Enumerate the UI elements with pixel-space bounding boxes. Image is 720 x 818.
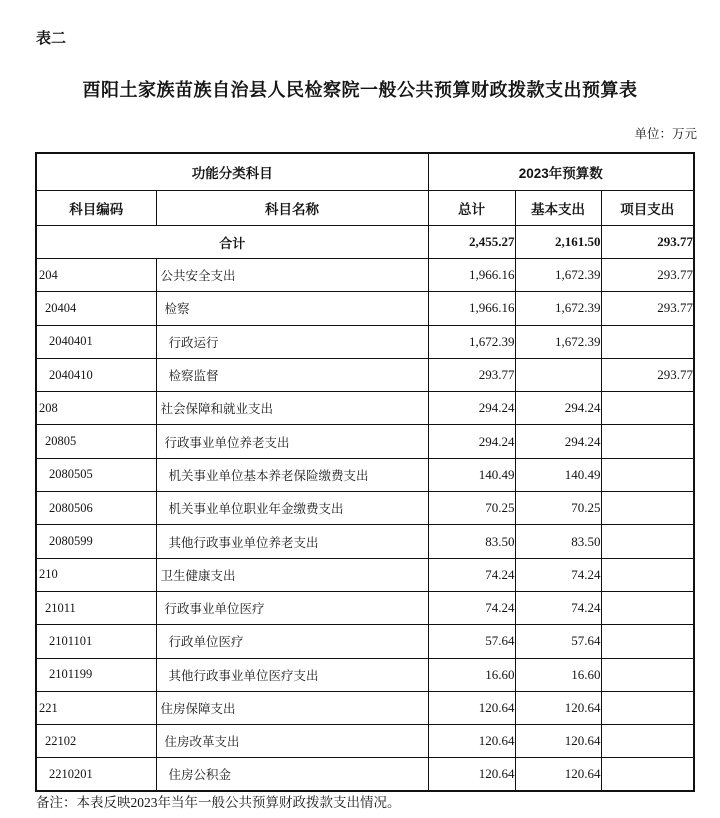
total-value: 57.64 xyxy=(428,625,515,658)
basic-value: 1,672.39 xyxy=(515,259,601,292)
total-value: 83.50 xyxy=(428,525,515,558)
total-value: 70.25 xyxy=(428,492,515,525)
total-row-basic: 2,161.50 xyxy=(515,226,601,259)
subject-name: 检察监督 xyxy=(156,358,428,391)
project-value: 293.77 xyxy=(601,358,694,391)
basic-value: 120.64 xyxy=(515,691,601,724)
total-value: 120.64 xyxy=(428,691,515,724)
subject-code: 2040410 xyxy=(36,358,156,391)
table-row xyxy=(36,392,694,425)
total-value: 120.64 xyxy=(428,725,515,758)
table-row xyxy=(36,325,694,358)
total-value: 294.24 xyxy=(428,425,515,458)
table-row xyxy=(36,758,694,791)
subject-code: 208 xyxy=(36,392,156,425)
subject-name: 检察 xyxy=(156,292,428,325)
total-value: 293.77 xyxy=(428,358,515,391)
table-row xyxy=(36,591,694,624)
basic-value: 1,672.39 xyxy=(515,292,601,325)
subject-code: 20805 xyxy=(36,425,156,458)
table-row xyxy=(36,525,694,558)
table-row xyxy=(36,725,694,758)
project-value xyxy=(601,591,694,624)
project-value xyxy=(601,691,694,724)
table-row xyxy=(36,658,694,691)
subject-code: 21011 xyxy=(36,591,156,624)
subject-code: 2101101 xyxy=(36,625,156,658)
header-budget-group: 2023年预算数 xyxy=(428,153,694,191)
subject-code: 2080599 xyxy=(36,525,156,558)
project-value xyxy=(601,325,694,358)
subject-code: 22102 xyxy=(36,725,156,758)
total-value: 74.24 xyxy=(428,591,515,624)
table-label: 表二 xyxy=(36,31,67,47)
total-row-label: 合计 xyxy=(36,226,428,259)
project-value xyxy=(601,492,694,525)
table-body xyxy=(36,226,694,792)
unit-note: 单位：万元 xyxy=(634,127,697,141)
subject-code: 204 xyxy=(36,259,156,292)
table-row xyxy=(36,691,694,724)
basic-value: 1,672.39 xyxy=(515,325,601,358)
total-value: 120.64 xyxy=(428,758,515,791)
subject-name: 公共安全支出 xyxy=(156,259,428,292)
header-function-group: 功能分类科目 xyxy=(36,153,428,191)
project-value xyxy=(601,758,694,791)
header-col-code: 科目编码 xyxy=(36,191,156,226)
table-header xyxy=(36,153,694,226)
header-group-row xyxy=(36,153,694,191)
subject-code: 2040401 xyxy=(36,325,156,358)
total-row xyxy=(36,226,694,259)
subject-name: 行政事业单位养老支出 xyxy=(156,425,428,458)
header-col-project: 项目支出 xyxy=(601,191,694,226)
subject-name: 住房保障支出 xyxy=(156,691,428,724)
budget-table xyxy=(35,152,695,792)
table-row xyxy=(36,259,694,292)
footer-note: 备注：本表反映2023年当年一般公共预算财政拨款支出情况。 xyxy=(36,795,401,810)
table-row xyxy=(36,358,694,391)
subject-name: 行政事业单位医疗 xyxy=(156,591,428,624)
project-value xyxy=(601,725,694,758)
basic-value: 294.24 xyxy=(515,425,601,458)
subject-name: 行政单位医疗 xyxy=(156,625,428,658)
subject-name: 行政运行 xyxy=(156,325,428,358)
subject-code: 2210201 xyxy=(36,758,156,791)
total-row-total: 2,455.27 xyxy=(428,226,515,259)
subject-name: 卫生健康支出 xyxy=(156,558,428,591)
table-row xyxy=(36,492,694,525)
basic-value: 120.64 xyxy=(515,758,601,791)
project-value xyxy=(601,392,694,425)
subject-code: 2080506 xyxy=(36,492,156,525)
subject-name: 社会保障和就业支出 xyxy=(156,392,428,425)
basic-value: 70.25 xyxy=(515,492,601,525)
subject-name: 住房改革支出 xyxy=(156,725,428,758)
subject-name: 其他行政事业单位医疗支出 xyxy=(156,658,428,691)
total-value: 140.49 xyxy=(428,458,515,491)
subject-code: 221 xyxy=(36,691,156,724)
page-title: 酉阳土家族苗族自治县人民检察院一般公共预算财政拨款支出预算表 xyxy=(82,80,638,100)
subject-name: 住房公积金 xyxy=(156,758,428,791)
total-value: 16.60 xyxy=(428,658,515,691)
header-columns-row xyxy=(36,191,694,226)
total-value: 74.24 xyxy=(428,558,515,591)
project-value xyxy=(601,558,694,591)
subject-name: 机关事业单位基本养老保险缴费支出 xyxy=(156,458,428,491)
project-value xyxy=(601,458,694,491)
project-value xyxy=(601,525,694,558)
basic-value xyxy=(515,358,601,391)
basic-value: 140.49 xyxy=(515,458,601,491)
subject-code: 2101199 xyxy=(36,658,156,691)
subject-name: 其他行政事业单位养老支出 xyxy=(156,525,428,558)
project-value: 293.77 xyxy=(601,292,694,325)
project-value xyxy=(601,425,694,458)
header-col-basic: 基本支出 xyxy=(515,191,601,226)
table-row xyxy=(36,425,694,458)
table-row xyxy=(36,458,694,491)
basic-value: 294.24 xyxy=(515,392,601,425)
total-value: 1,672.39 xyxy=(428,325,515,358)
total-value: 1,966.16 xyxy=(428,292,515,325)
table-row xyxy=(36,558,694,591)
total-row-project: 293.77 xyxy=(601,226,694,259)
header-col-total: 总计 xyxy=(428,191,515,226)
project-value: 293.77 xyxy=(601,259,694,292)
table-row xyxy=(36,292,694,325)
basic-value: 74.24 xyxy=(515,558,601,591)
total-value: 294.24 xyxy=(428,392,515,425)
subject-name: 机关事业单位职业年金缴费支出 xyxy=(156,492,428,525)
total-value: 1,966.16 xyxy=(428,259,515,292)
basic-value: 83.50 xyxy=(515,525,601,558)
subject-code: 210 xyxy=(36,558,156,591)
project-value xyxy=(601,658,694,691)
basic-value: 74.24 xyxy=(515,591,601,624)
basic-value: 16.60 xyxy=(515,658,601,691)
basic-value: 57.64 xyxy=(515,625,601,658)
project-value xyxy=(601,625,694,658)
subject-code: 2080505 xyxy=(36,458,156,491)
header-col-name: 科目名称 xyxy=(156,191,428,226)
basic-value: 120.64 xyxy=(515,725,601,758)
subject-code: 20404 xyxy=(36,292,156,325)
table-row xyxy=(36,625,694,658)
